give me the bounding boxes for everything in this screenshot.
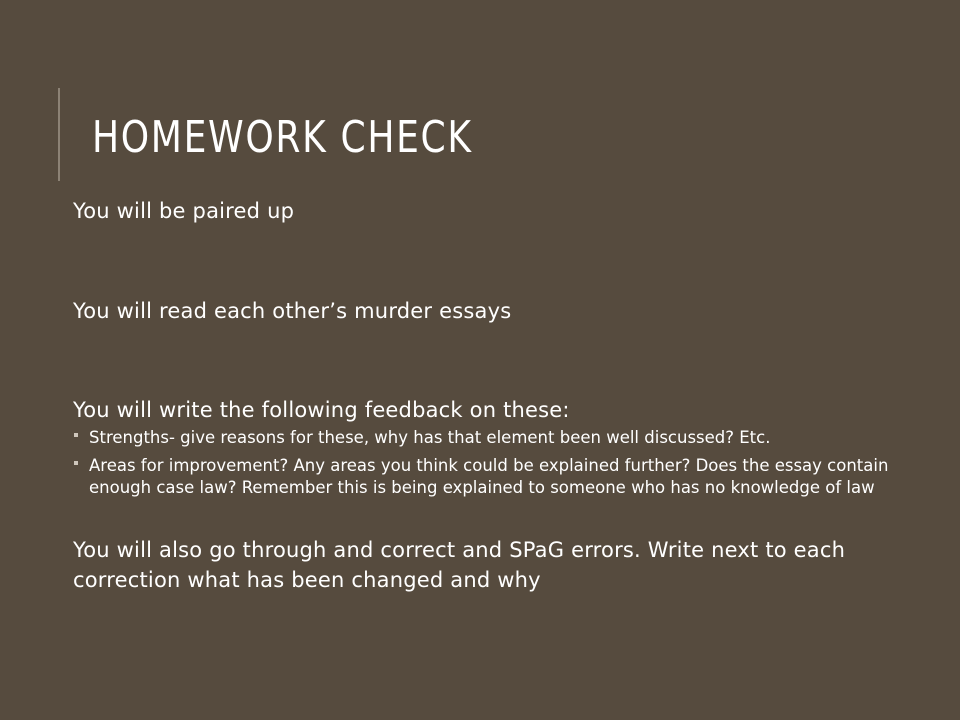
title-accent-bar (58, 88, 60, 181)
feedback-bullet-list (73, 427, 913, 499)
square-bullet-icon (74, 433, 78, 437)
paragraph-paired-up: You will be paired up (73, 199, 295, 223)
bullet-strengths (73, 427, 913, 449)
bullet-strengths-text: Strengths- give reasons for these, why has that element been well discussed? Etc. (89, 428, 771, 447)
paragraph-write-feedback: You will write the following feedback on these: (73, 398, 570, 422)
slide-body (73, 196, 913, 595)
slide-title: HOMEWORK CHECK (92, 112, 473, 163)
bullet-improvement (73, 455, 913, 499)
paragraph-read-essays: You will read each other’s murder essays (73, 299, 512, 323)
square-bullet-icon (74, 461, 78, 465)
paragraph-spag-errors: You will also go through and correct and SPaG errors. Write next to each correction what has been changed and why (73, 538, 846, 592)
bullet-improvement-text: Areas for improvement? Any areas you think could be explained further? Does the essay contain enough case law? Remember this is being explained to someone who has no knowledge of law (89, 456, 889, 497)
